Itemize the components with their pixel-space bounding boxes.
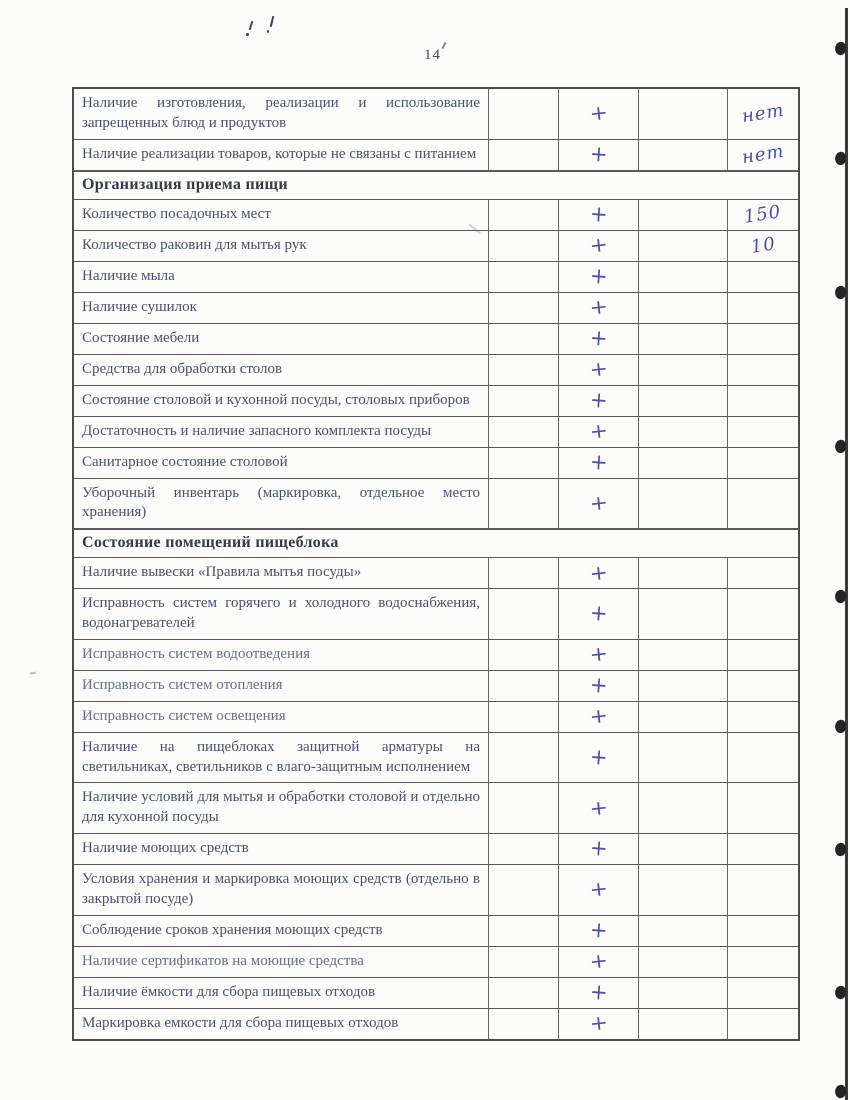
section-header-label: Состояние помещений пищеблока xyxy=(82,534,339,552)
table-row xyxy=(74,355,798,386)
table-row xyxy=(74,448,798,479)
empty-cell xyxy=(489,448,559,478)
empty-cell xyxy=(489,733,559,783)
ink-stroke-mark xyxy=(270,16,275,27)
check-cell xyxy=(559,417,639,447)
empty-cell xyxy=(489,978,559,1008)
criterion-label: Исправность систем водоотведения xyxy=(74,640,489,670)
empty-cell xyxy=(489,640,559,670)
page-number: 14 xyxy=(424,47,441,63)
check-cell xyxy=(559,448,639,478)
value-cell xyxy=(728,448,798,478)
table-row xyxy=(74,293,798,324)
table-row xyxy=(74,1009,798,1039)
table-row xyxy=(74,479,798,530)
table-row xyxy=(74,386,798,417)
handwritten-value: нет xyxy=(740,99,786,128)
criterion-label: Санитарное состояние столовой xyxy=(74,448,489,478)
handwritten-plus-mark: + xyxy=(588,294,609,320)
empty-cell xyxy=(489,558,559,588)
ink-dot-mark xyxy=(246,33,249,36)
empty-cell xyxy=(639,140,728,170)
handwritten-plus-mark: + xyxy=(588,876,609,902)
table-row xyxy=(74,640,798,671)
handwritten-value: 150 xyxy=(742,200,784,228)
empty-cell xyxy=(639,448,728,478)
criterion-label: Соблюдение сроков хранения моющих средств xyxy=(74,916,489,946)
section-header-label: Организация приема пищи xyxy=(82,175,288,193)
empty-cell xyxy=(639,558,728,588)
criterion-label: Уборочный инвентарь (маркировка, отдельное место хранения) xyxy=(74,479,489,529)
criterion-label: Исправность систем горячего и холодного водоснабжения, водонагревателей xyxy=(74,589,489,639)
empty-cell xyxy=(489,865,559,915)
empty-cell xyxy=(639,978,728,1008)
criterion-label: Маркировка емкости для сбора пищевых отходов xyxy=(74,1009,489,1039)
empty-cell xyxy=(489,589,559,639)
handwritten-plus-mark: + xyxy=(588,386,609,414)
table-row xyxy=(74,231,798,262)
empty-cell xyxy=(639,733,728,783)
check-cell xyxy=(559,558,639,588)
criterion-label: Количество посадочных мест xyxy=(74,200,489,230)
criterion-label: Наличие условий для мытья и обработки столовой и отдельно для кухонной посуды xyxy=(74,783,489,833)
empty-cell xyxy=(639,386,728,416)
empty-cell xyxy=(639,324,728,354)
empty-cell xyxy=(639,640,728,670)
handwritten-plus-mark: + xyxy=(588,1010,609,1036)
empty-cell xyxy=(489,947,559,977)
empty-cell xyxy=(639,200,728,230)
handwritten-value: 10 xyxy=(748,232,777,258)
criterion-label: Наличие на пищеблоках защитной арматуры на светильниках, светильников с влаго-защитным исполнением xyxy=(74,733,489,783)
handwritten-plus-mark: + xyxy=(588,324,609,352)
value-cell xyxy=(728,293,798,323)
margin-speck xyxy=(30,672,36,675)
criterion-label: Исправность систем освещения xyxy=(74,702,489,732)
handwritten-plus-mark: + xyxy=(588,140,609,168)
handwritten-plus-mark: + xyxy=(588,672,609,699)
check-cell xyxy=(559,231,639,261)
criterion-label: Средства для обработки столов xyxy=(74,355,489,385)
check-cell xyxy=(559,140,639,170)
empty-cell xyxy=(639,916,728,946)
criterion-label: Условия хранения и маркировка моющих средств (отдельно в закрытой посуде) xyxy=(74,865,489,915)
check-cell xyxy=(559,865,639,915)
value-cell xyxy=(728,671,798,701)
empty-cell xyxy=(639,834,728,864)
table-row xyxy=(74,417,798,448)
empty-cell xyxy=(489,783,559,833)
empty-cell xyxy=(489,293,559,323)
value-cell xyxy=(728,1009,798,1039)
empty-cell xyxy=(639,417,728,447)
handwritten-plus-mark: + xyxy=(588,978,609,1006)
check-cell xyxy=(559,355,639,385)
empty-cell xyxy=(639,865,728,915)
handwritten-plus-mark: + xyxy=(588,418,609,444)
table-row xyxy=(74,262,798,293)
empty-cell xyxy=(639,89,728,139)
value-cell xyxy=(728,417,798,447)
check-cell xyxy=(559,733,639,783)
value-cell xyxy=(728,978,798,1008)
empty-cell xyxy=(489,702,559,732)
criterion-label: Исправность систем отопления xyxy=(74,671,489,701)
empty-cell xyxy=(489,140,559,170)
value-cell xyxy=(728,733,798,783)
criterion-label: Наличие сертификатов на моющие средства xyxy=(74,947,489,977)
check-cell xyxy=(559,386,639,416)
empty-cell xyxy=(639,231,728,261)
value-cell xyxy=(728,479,798,529)
handwritten-plus-mark: + xyxy=(588,743,609,771)
value-cell xyxy=(728,783,798,833)
check-cell xyxy=(559,702,639,732)
handwritten-plus-mark: + xyxy=(588,262,609,290)
value-cell xyxy=(728,324,798,354)
empty-cell xyxy=(639,262,728,292)
value-cell xyxy=(728,89,798,139)
table-row xyxy=(74,89,798,140)
table-row xyxy=(74,589,798,640)
ink-dot-mark xyxy=(267,30,269,33)
criterion-label: Наличие реализации товаров, которые не связаны с питанием xyxy=(74,140,489,170)
check-cell xyxy=(559,640,639,670)
table-row xyxy=(74,783,798,834)
value-cell xyxy=(728,262,798,292)
empty-cell xyxy=(639,947,728,977)
check-cell xyxy=(559,671,639,701)
value-cell xyxy=(728,834,798,864)
pen-tick-mark xyxy=(441,42,446,49)
value-cell xyxy=(728,916,798,946)
empty-cell xyxy=(489,1009,559,1039)
empty-cell xyxy=(639,293,728,323)
criterion-label: Состояние мебели xyxy=(74,324,489,354)
table-row xyxy=(74,865,798,916)
value-cell xyxy=(728,640,798,670)
handwritten-plus-mark: + xyxy=(588,101,609,126)
handwritten-plus-mark: + xyxy=(588,232,609,258)
check-cell xyxy=(559,589,639,639)
handwritten-plus-mark: + xyxy=(588,916,609,944)
check-cell xyxy=(559,783,639,833)
checklist-table xyxy=(72,87,800,1041)
empty-cell xyxy=(489,386,559,416)
empty-cell xyxy=(639,479,728,529)
check-cell xyxy=(559,947,639,977)
section-header-row xyxy=(74,171,798,200)
table-row xyxy=(74,671,798,702)
table-row xyxy=(74,140,798,171)
criterion-label: Количество раковин для мытья рук xyxy=(74,231,489,261)
check-cell xyxy=(559,324,639,354)
empty-cell xyxy=(489,671,559,701)
table-row xyxy=(74,947,798,978)
table-row xyxy=(74,834,798,865)
empty-cell xyxy=(639,702,728,732)
criterion-label: Наличие мыла xyxy=(74,262,489,292)
ink-stroke-mark xyxy=(249,21,254,30)
handwritten-plus-mark: + xyxy=(588,490,609,516)
criterion-label: Наличие моющих средств xyxy=(74,834,489,864)
handwritten-plus-mark: + xyxy=(588,356,609,382)
empty-cell xyxy=(639,355,728,385)
empty-cell xyxy=(489,417,559,447)
check-cell xyxy=(559,89,639,139)
value-cell xyxy=(728,140,798,170)
handwritten-plus-mark: + xyxy=(588,560,609,586)
section-header-row xyxy=(74,529,798,558)
check-cell xyxy=(559,834,639,864)
value-cell xyxy=(728,947,798,977)
empty-cell xyxy=(639,589,728,639)
handwritten-plus-mark: + xyxy=(588,704,609,729)
empty-cell xyxy=(489,200,559,230)
value-cell xyxy=(728,200,798,230)
handwritten-plus-mark: + xyxy=(588,948,609,974)
check-cell xyxy=(559,293,639,323)
empty-cell xyxy=(639,783,728,833)
value-cell xyxy=(728,558,798,588)
check-cell xyxy=(559,262,639,292)
criterion-label: Наличие изготовления, реализации и использование запрещенных блюд и продуктов xyxy=(74,89,489,139)
check-cell xyxy=(559,479,639,529)
empty-cell xyxy=(489,262,559,292)
criterion-label: Достаточность и наличие запасного комплекта посуды xyxy=(74,417,489,447)
value-cell xyxy=(728,702,798,732)
value-cell xyxy=(728,231,798,261)
handwritten-plus-mark: + xyxy=(588,642,609,667)
handwritten-plus-mark: + xyxy=(588,795,609,821)
empty-cell xyxy=(489,324,559,354)
check-cell xyxy=(559,916,639,946)
criterion-label: Наличие вывески «Правила мытья посуды» xyxy=(74,558,489,588)
criterion-label: Состояние столовой и кухонной посуды, столовых приборов xyxy=(74,386,489,416)
empty-cell xyxy=(489,834,559,864)
check-cell xyxy=(559,978,639,1008)
empty-cell xyxy=(489,355,559,385)
table-row xyxy=(74,916,798,947)
table-row xyxy=(74,733,798,784)
handwritten-plus-mark: + xyxy=(588,200,609,228)
value-cell xyxy=(728,386,798,416)
value-cell xyxy=(728,355,798,385)
value-cell xyxy=(728,865,798,915)
empty-cell xyxy=(489,231,559,261)
empty-cell xyxy=(489,479,559,529)
criterion-label: Наличие сушилок xyxy=(74,293,489,323)
table-row xyxy=(74,200,798,231)
check-cell xyxy=(559,200,639,230)
empty-cell xyxy=(639,1009,728,1039)
handwritten-plus-mark: + xyxy=(588,835,609,862)
check-cell xyxy=(559,1009,639,1039)
handwritten-plus-mark: + xyxy=(588,448,609,476)
value-cell xyxy=(728,589,798,639)
handwritten-plus-mark: + xyxy=(588,600,609,627)
table-row xyxy=(74,324,798,355)
empty-cell xyxy=(639,671,728,701)
handwritten-value: нет xyxy=(740,140,786,168)
table-row xyxy=(74,702,798,733)
table-row xyxy=(74,978,798,1009)
empty-cell xyxy=(489,89,559,139)
criterion-label: Наличие ёмкости для сбора пищевых отходов xyxy=(74,978,489,1008)
empty-cell xyxy=(489,916,559,946)
table-row xyxy=(74,558,798,589)
page-edge-shadow xyxy=(845,8,848,1100)
